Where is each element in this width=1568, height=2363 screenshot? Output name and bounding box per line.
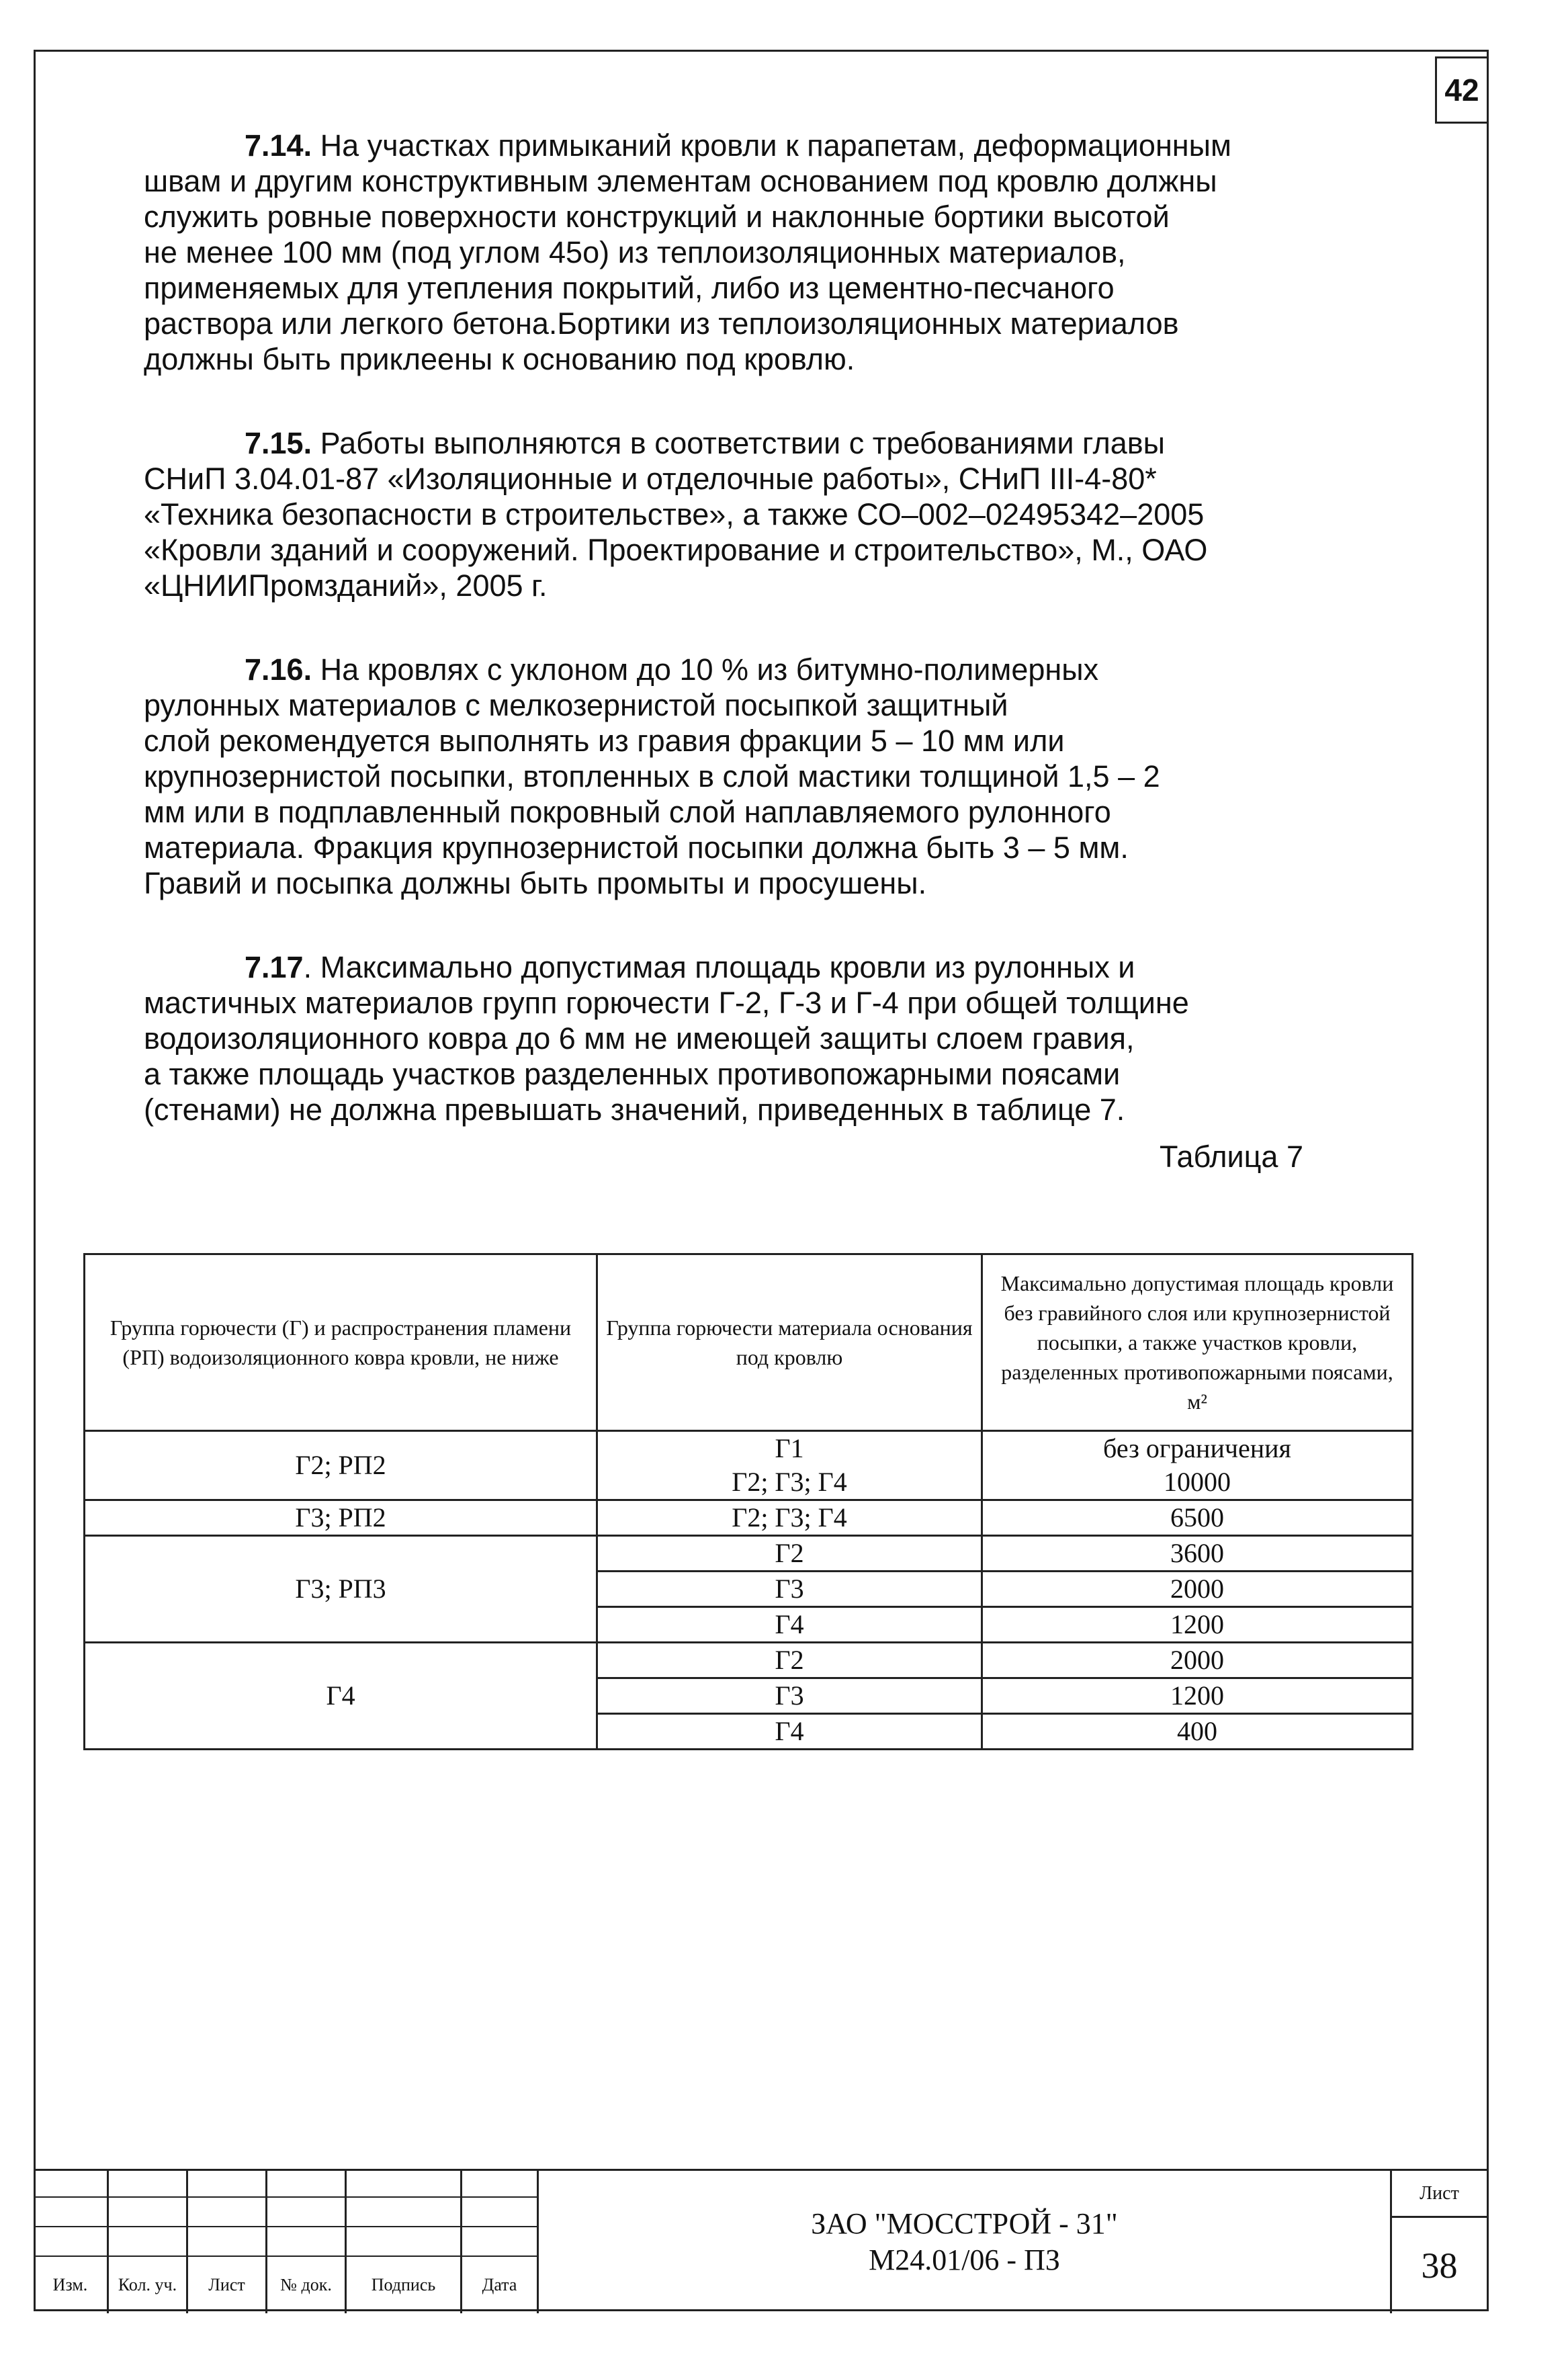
area-cell: 2000: [982, 1572, 1413, 1607]
text-line: «Техника безопасности в строительстве», а также СО–002–02495342–2005: [144, 497, 1205, 531]
paragraph-7-14: [144, 128, 1346, 377]
label-revision: Изм.: [34, 2257, 109, 2313]
text-line: СНиП 3.04.01-87 «Изоляционные и отделочные работы», СНиП III-4-80*: [144, 462, 1157, 496]
cell-line: Г2; Г3; Г4: [732, 1467, 847, 1497]
company-name: ЗАО "МОССТРОЙ - 31": [811, 2207, 1118, 2240]
group-cell: Г4: [85, 1643, 597, 1750]
base-cell: Г2; Г3; Г4: [597, 1500, 982, 1536]
area-cell: 1200: [982, 1678, 1413, 1714]
group-cell: Г3; РП2: [85, 1500, 597, 1536]
sheet-block: [1392, 2171, 1487, 2313]
header-cell: Группа горючести материала основания под кровлю: [597, 1254, 982, 1431]
base-cell: Г2: [597, 1643, 982, 1678]
area-cell: 6500: [982, 1500, 1413, 1536]
label-doc-number: № док.: [267, 2257, 347, 2313]
text-line: материала. Фракция крупнозернистой посыпки должна быть 3 – 5 мм.: [144, 830, 1129, 865]
area-cell: 1200: [982, 1607, 1413, 1643]
text-line: слой рекомендуется выполнять из гравия фракции 5 – 10 мм или: [144, 724, 1065, 758]
text-line: должны быть приклеены к основанию под кровлю.: [144, 342, 855, 376]
paragraph-number: 7.16.: [245, 652, 312, 687]
group-cell: Г2; РП2: [85, 1431, 597, 1500]
text-line: применяемых для утепления покрытий, либо из цементно-песчаного: [144, 271, 1115, 305]
area-cell: [982, 1431, 1413, 1500]
label-sheet: Лист: [188, 2257, 267, 2313]
table-row: [85, 1643, 1413, 1678]
base-cell: Г3: [597, 1572, 982, 1607]
label-date: Дата: [462, 2257, 539, 2313]
text-line: а также площадь участков разделенных противопожарными поясами: [144, 1057, 1121, 1091]
title-block: [34, 2169, 1489, 2313]
area-cell: 400: [982, 1714, 1413, 1750]
text-line: мм или в подплавленный покровный слой наплавляемого рулонного: [144, 795, 1111, 829]
text-line: служить ровные поверхности конструкций и наклонные бортики высотой: [144, 200, 1170, 234]
paragraph-7-15: [144, 425, 1346, 603]
text-line: швам и другим конструктивным элементам основанием под кровлю должны: [144, 164, 1217, 198]
cell-line: 10000: [1164, 1467, 1231, 1497]
body-text: [144, 128, 1346, 1176]
paragraph-number: 7.15.: [245, 426, 312, 460]
table-header-row: [85, 1254, 1413, 1431]
base-cell: Г2: [597, 1536, 982, 1572]
text-line: «ЦНИИПромзданий», 2005 г.: [144, 568, 548, 603]
header-cell: Максимально допустимая площадь кровли без гравийного слоя или крупнозернистой посыпки, а также участков кровли, разделенных противопожарными поясами, м²: [982, 1254, 1413, 1431]
header-cell: Группа горючести (Г) и распространения пламени (РП) водоизоляционного ковра кровли, не ниже: [85, 1254, 597, 1431]
paragraph-first-line: На кровлях с уклоном до 10 % из битумно-полимерных: [312, 652, 1099, 687]
sheet-label: Лист: [1392, 2171, 1487, 2218]
label-count: Кол. уч.: [109, 2257, 188, 2313]
text-line: водоизоляционного ковра до 6 мм не имеющей защиты слоем гравия,: [144, 1021, 1135, 1056]
group-cell: Г3; РП3: [85, 1536, 597, 1643]
company-block: [539, 2171, 1392, 2313]
base-cell: [597, 1431, 982, 1500]
paragraph-7-16: [144, 652, 1346, 901]
text-line: крупнозернистой посыпки, втопленных в слой мастики толщиной 1,5 – 2: [144, 759, 1160, 793]
cell-line: без ограничения: [1103, 1433, 1291, 1463]
table-row: [85, 1431, 1413, 1500]
revision-grid: [34, 2171, 539, 2313]
base-cell: Г4: [597, 1607, 982, 1643]
table-row: [85, 1536, 1413, 1572]
sheet-number: 38: [1421, 2245, 1458, 2286]
base-cell: Г4: [597, 1714, 982, 1750]
area-cell: 2000: [982, 1643, 1413, 1678]
label-signature: Подпись: [347, 2257, 462, 2313]
paragraph-number: 7.17: [245, 950, 304, 984]
paragraph-number: 7.14.: [245, 128, 312, 163]
paragraph-7-17: [144, 949, 1346, 1127]
text-line: мастичных материалов групп горючести Г-2, Г-3 и Г-4 при общей толщине: [144, 986, 1189, 1020]
text-line: рулонных материалов с мелкозернистой посыпкой защитный: [144, 688, 1008, 722]
document-code: М24.01/06 - ПЗ: [869, 2243, 1060, 2276]
cell-line: Г1: [775, 1433, 804, 1463]
area-cell: 3600: [982, 1536, 1413, 1572]
table-row: [85, 1500, 1413, 1536]
table-caption: Таблица 7: [1160, 1140, 1303, 1174]
text-line: не менее 100 мм (под углом 45о) из теплоизоляционных материалов,: [144, 235, 1126, 269]
text-line: раствора или легкого бетона.Бортики из теплоизоляционных материалов: [144, 306, 1179, 341]
paragraph-first-line: . Максимально допустимая площадь кровли из рулонных и: [303, 950, 1135, 984]
paragraph-first-line: Работы выполняются в соответствии с требованиями главы: [312, 426, 1165, 460]
paragraph-first-line: На участках примыканий кровли к парапетам, деформационным: [312, 128, 1231, 163]
table-7: [83, 1253, 1413, 1750]
base-cell: Г3: [597, 1678, 982, 1714]
page-number: 42: [1435, 56, 1489, 124]
text-line: (стенами) не должна превышать значений, приведенных в таблице 7.: [144, 1092, 1125, 1127]
text-line: Гравий и посыпка должны быть промыты и просушены.: [144, 866, 927, 900]
text-line: «Кровли зданий и сооружений. Проектирование и строительство», М., ОАО: [144, 533, 1208, 567]
